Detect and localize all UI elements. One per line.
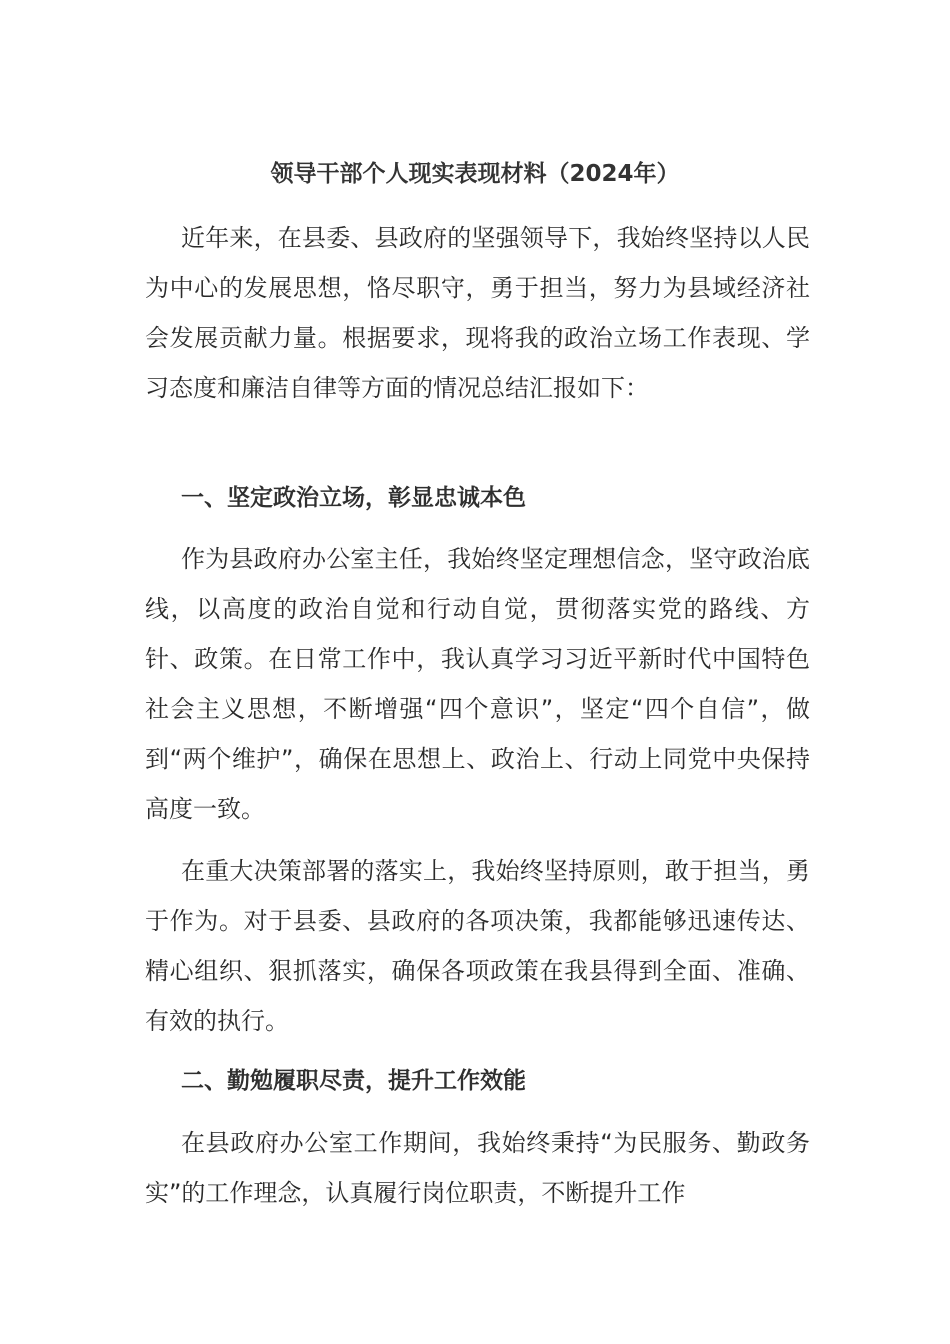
section-heading-2: 二、勤勉履职尽责，提升工作效能 [181, 1068, 526, 1094]
section-heading-1: 一、坚定政治立场，彰显忠诚本色 [181, 485, 526, 511]
section-1-paragraph-2: 在重大决策部署的落实上，我始终坚持原则，敢于担当，勇于作为。对于县委、县政府的各项决策，我都能够迅速传达、精心组织、狠抓落实，确保各项政策在我县得到全面、准确、有效的执行。 [145, 857, 810, 1035]
section-2-paragraph-1: 在县政府办公室工作期间，我始终秉持“为民服务、勤政务实”的工作理念，认真履行岗位职责，不断提升工作 [145, 1129, 810, 1207]
intro-paragraph: 近年来，在县委、县政府的坚强领导下，我始终坚持以人民为中心的发展思想，恪尽职守，勇于担当，努力为县域经济社会发展贡献力量。根据要求，现将我的政治立场工作表现、学习态度和廉洁自律等方面的情况总结汇报如下： [145, 224, 810, 402]
document-title: 领导干部个人现实表现材料（2024年） [270, 161, 680, 187]
section-1-paragraph-1: 作为县政府办公室主任，我始终坚定理想信念，坚守政治底线，以高度的政治自觉和行动自觉，贯彻落实党的路线、方针、政策。在日常工作中，我认真学习习近平新时代中国特色社会主义思想，不断增强“四个意识”，坚定“四个自信”，做到“两个维护”，确保在思想上、政治上、行动上同党中央保持高度一致。 [145, 545, 810, 823]
